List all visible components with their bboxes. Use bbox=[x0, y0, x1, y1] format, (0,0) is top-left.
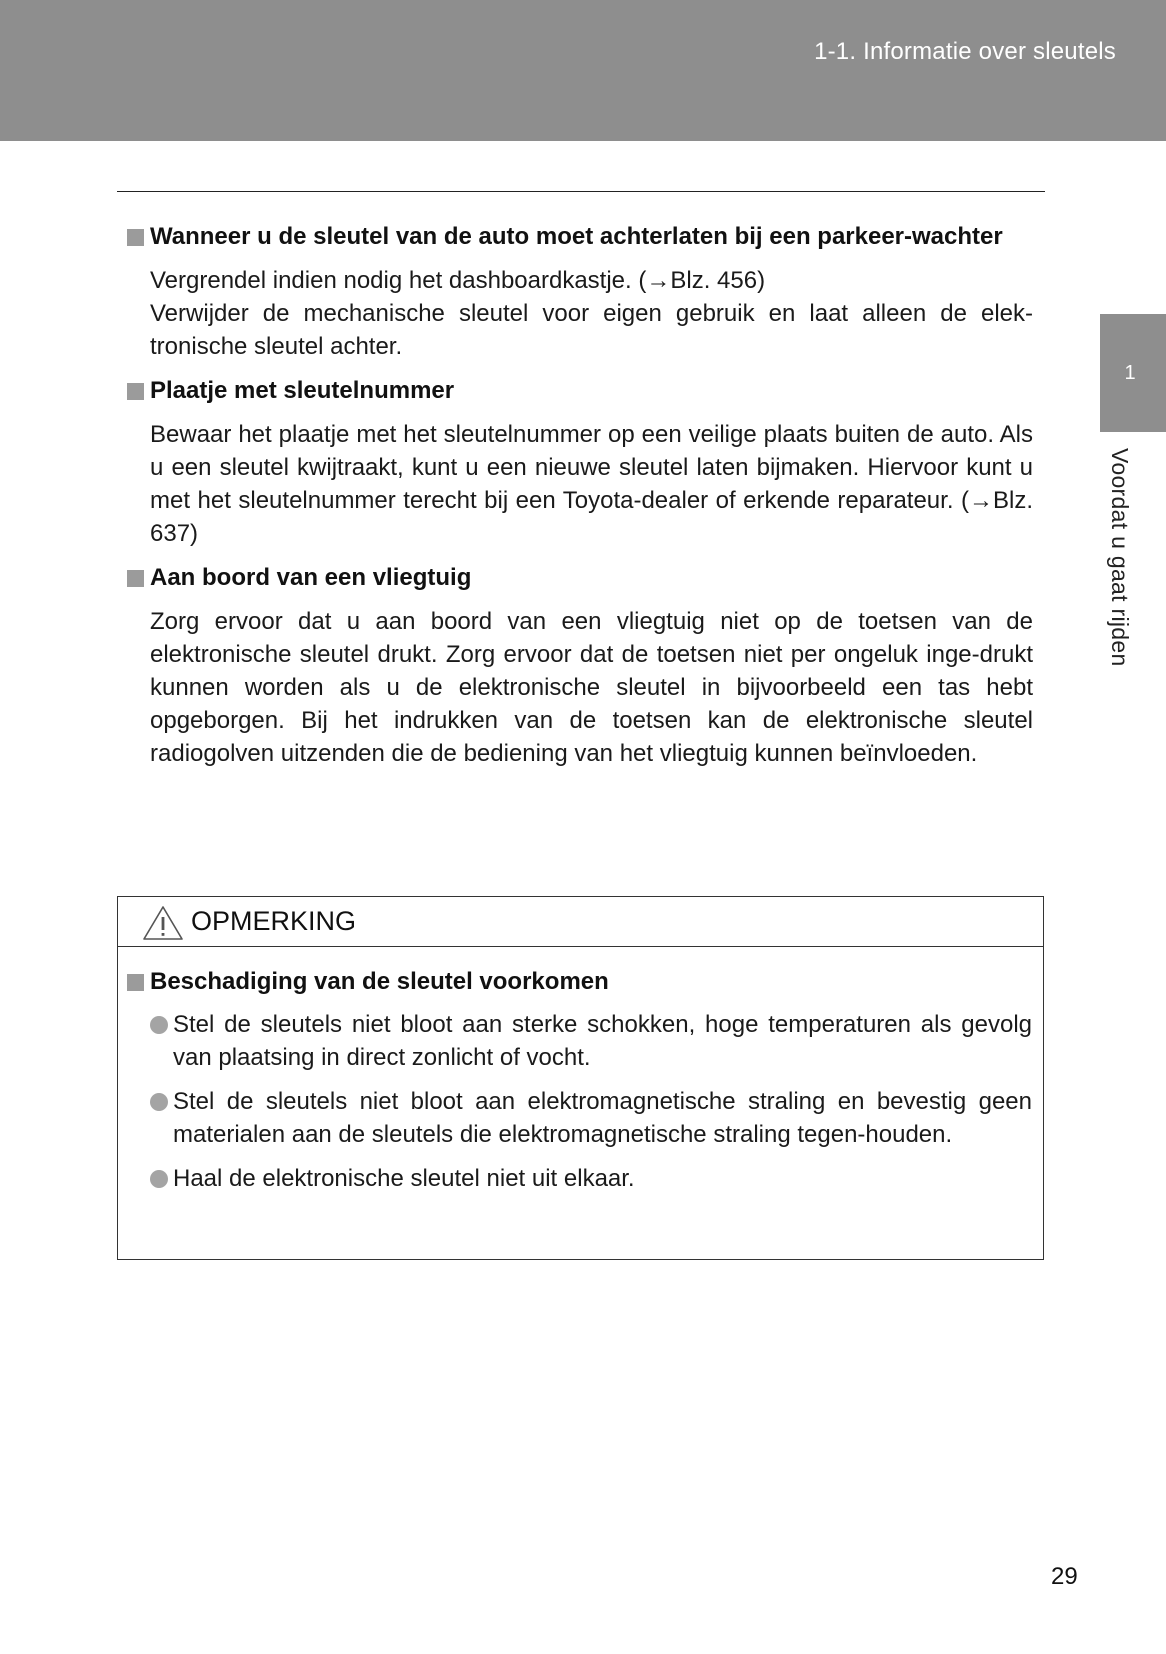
notice-bullet-text: Stel de sleutels niet bloot aan sterke schokken, hoge temperaturen als gevolg van plaatsing in direct zonlicht of vocht. bbox=[173, 1011, 1032, 1071]
paragraph-line: Vergrendel indien nodig het dashboardkastje. (→Blz. 456) bbox=[150, 267, 766, 294]
square-bullet-icon bbox=[127, 383, 144, 400]
section-heading bbox=[125, 374, 1033, 407]
paragraph-line: Verwijder de mechanische sleutel voor eigen gebruik en laat alleen de elek-tronische sleutel achter. bbox=[150, 300, 1033, 360]
chapter-label: Voordat u gaat rijden bbox=[1107, 448, 1133, 667]
header-band bbox=[0, 0, 1166, 141]
section-heading-text: Wanneer u de sleutel van de auto moet achterlaten bij een parkeer-wachter bbox=[150, 223, 1003, 250]
notice-heading-text: Beschadiging van de sleutel voorkomen bbox=[150, 968, 609, 995]
circle-bullet-icon bbox=[150, 1016, 168, 1034]
section-title: 1-1. Informatie over sleutels bbox=[814, 38, 1116, 65]
square-bullet-icon bbox=[127, 229, 144, 246]
notice-bullet-text: Stel de sleutels niet bloot aan elektromagnetische straling en bevestig geen materialen aan de sleutels die elektromagnetische straling tegen-houden. bbox=[173, 1088, 1032, 1148]
circle-bullet-icon bbox=[150, 1093, 168, 1111]
notice-heading bbox=[125, 965, 1032, 998]
page-number: 29 bbox=[1051, 1563, 1078, 1590]
notice-body bbox=[118, 947, 1043, 1195]
notice-bullet-text: Haal de elektronische sleutel niet uit elkaar. bbox=[173, 1165, 635, 1192]
notice-header bbox=[118, 897, 1043, 947]
section-heading bbox=[125, 220, 1033, 253]
square-bullet-icon bbox=[127, 974, 144, 991]
section-paragraph bbox=[125, 605, 1033, 770]
section-paragraph bbox=[125, 418, 1033, 550]
notice-bullet bbox=[125, 1008, 1032, 1074]
section-paragraph bbox=[125, 264, 1033, 363]
paragraph-line: Bewaar het plaatje met het sleutelnummer op een veilige plaats buiten de auto. Als u een sleutel kwijtraakt, kunt u een nieuwe sleutel laten bijmaken. Hiervoor kunt u met het sleutelnummer terecht bij een Toyota-dealer of erkende reparateur. (→Blz. 637) bbox=[150, 421, 1033, 547]
section-heading-text: Aan boord van een vliegtuig bbox=[150, 564, 472, 591]
notice-title: OPMERKING bbox=[191, 906, 357, 936]
chapter-tab bbox=[1100, 314, 1166, 432]
circle-bullet-icon bbox=[150, 1170, 168, 1188]
notice-bullet bbox=[125, 1162, 1032, 1195]
square-bullet-icon bbox=[127, 570, 144, 587]
notice-bullet bbox=[125, 1085, 1032, 1151]
warning-triangle-icon bbox=[142, 905, 184, 941]
section-heading bbox=[125, 561, 1033, 594]
top-divider bbox=[117, 191, 1045, 192]
notice-box bbox=[117, 896, 1044, 1260]
section-heading-text: Plaatje met sleutelnummer bbox=[150, 377, 455, 404]
main-content bbox=[125, 220, 1033, 781]
paragraph-line: Zorg ervoor dat u aan boord van een vliegtuig niet op de toetsen van de elektronische sleutel drukt. Zorg ervoor dat de toetsen niet per ongeluk inge-drukt kunnen worden als u de elektronische sleutel in bijvoorbeeld een tas hebt opgeborgen. Bij het indrukken van de toetsen kan de elektronische sleutel radiogolven uitzenden die de bediening van het vliegtuig kunnen beïnvloeden. bbox=[150, 608, 1033, 767]
chapter-number: 1 bbox=[1124, 361, 1136, 384]
